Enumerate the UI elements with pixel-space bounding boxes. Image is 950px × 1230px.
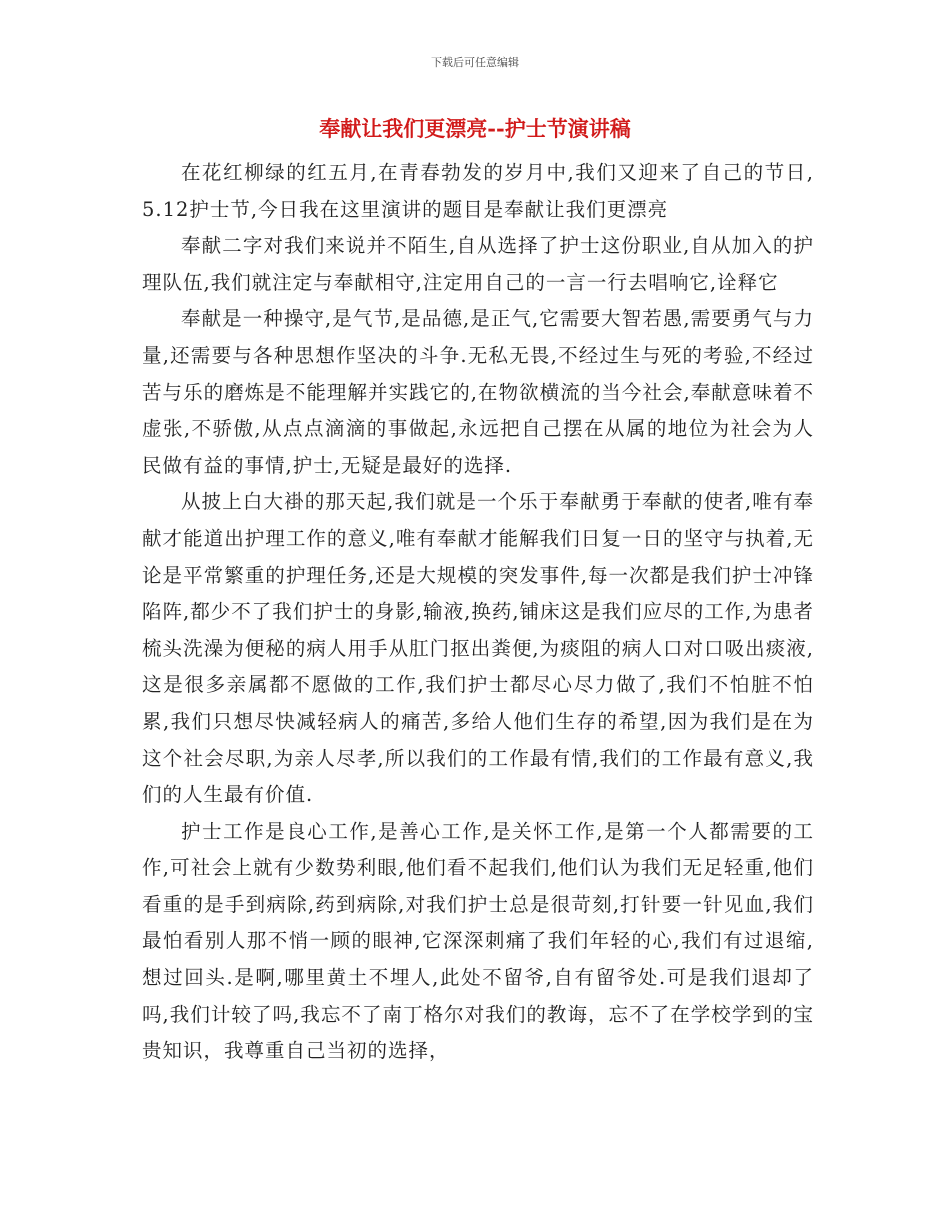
header-note: 下载后可任意编辑 — [431, 56, 519, 69]
paragraph: 在花红柳绿的红五月,在青春勃发的岁月中,我们又迎来了自己的节日,5.12护士节,今日我在这里演讲的题目是奉献让我们更漂亮 — [142, 161, 814, 221]
document-body — [142, 155, 814, 1070]
document-title: 奉献让我们更漂亮--护士节演讲稿 — [319, 116, 631, 141]
paragraph: 奉献二字对我们来说并不陌生,自从选择了护士这份职业,自从加入的护理队伍,我们就注定与奉献相守,注定用自己的一言一行去唱响它,诠释它 — [142, 234, 814, 294]
paragraph: 从披上白大褂的那天起,我们就是一个乐于奉献勇于奉献的使者,唯有奉献才能道出护理工作的意义,唯有奉献才能解我们日复一日的坚守与执着,无论是平常繁重的护理任务,还是大规模的突发事件,每一次都是我们护士冲锋陷阵,都少不了我们护士的身影,输液,换药,铺床这是我们应尽的工作,为患者梳头洗澡为便秘的病人用手从肛门抠出粪便,为痰阻的病人口对口吸出痰液,这是很多亲属都不愿做的工作,我们护士都尽心尽力做了,我们不怕脏不怕累,我们只想尽快减轻病人的痛苦,多给人他们生存的希望,因为我们是在为这个社会尽职,为亲人尽孝,所以我们的工作最有情,我们的工作最有意义,我们的人生最有价值. — [142, 490, 814, 807]
paragraph: 护士工作是良心工作,是善心工作,是关怀工作,是第一个人都需要的工作,可社会上就有少数势利眼,他们看不起我们,他们认为我们无足轻重,他们看重的是手到病除,药到病除,对我们护士总是很苛刻,打针要一针见血,我们最怕看别人那不悄一顾的眼神,它深深刺痛了我们年轻的心,我们有过退缩,想过回头.是啊,哪里黄土不埋人,此处不留爷,自有留爷处.可是我们退却了吗,我们计较了吗,我忘不了南丁格尔对我们的教诲，忘不了在学校学到的宝贵知识，我尊重自己当初的选择， — [142, 819, 814, 1063]
paragraph: 奉献是一种操守,是气节,是品德,是正气,它需要大智若愚,需要勇气与力量,还需要与各种思想作坚决的斗争.无私无畏,不经过生与死的考验,不经过苦与乐的磨炼是不能理解并实践它的,在物欲横流的当今社会,奉献意味着不虚张,不骄傲,从点点滴滴的事做起,永远把自己摆在从属的地位为社会为人民做有益的事情,护士,无疑是最好的选择. — [142, 307, 814, 477]
